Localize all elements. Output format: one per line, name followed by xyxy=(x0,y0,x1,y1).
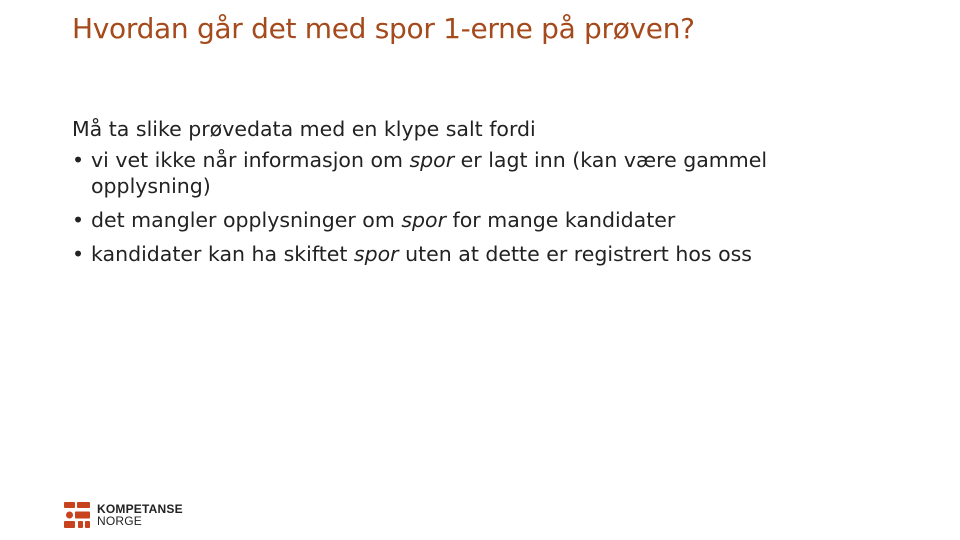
kompetanse-norge-logo xyxy=(64,502,183,528)
bullet-item xyxy=(72,207,872,233)
bullet-text: det mangler opplysninger om xyxy=(91,208,402,232)
bullet-emphasis: spor xyxy=(401,208,446,232)
logo-wordmark xyxy=(97,503,183,527)
kompetanse-norge-logo-icon xyxy=(64,502,90,528)
slide-body xyxy=(72,114,872,275)
bullet-emphasis: spor xyxy=(353,242,399,266)
bullet-text: vi vet ikke når informasjon om xyxy=(91,148,410,172)
bullet-text: for mange kandidater xyxy=(446,208,676,232)
bullet-item xyxy=(72,147,872,199)
logo-line2: NORGE xyxy=(97,514,143,528)
bullet-emphasis: spor xyxy=(409,148,455,172)
bullet-item xyxy=(72,241,872,267)
bullet-dot: • xyxy=(72,242,85,266)
logo-line1: KOMPETANSE xyxy=(97,502,183,516)
slide-title: Hvordan går det med spor 1-erne på prøven? xyxy=(72,12,695,45)
bullet-text: uten at dette er registrert hos oss xyxy=(398,242,752,266)
intro-text: Må ta slike prøvedata med en klype salt fordi xyxy=(72,117,536,141)
bullet-text: kandidater kan ha skiftet xyxy=(91,242,354,266)
bullet-dot: • xyxy=(72,208,85,232)
bullet-dot: • xyxy=(72,148,85,172)
bullet-text: er lagt inn (kan være gammel opplysning) xyxy=(91,148,768,198)
